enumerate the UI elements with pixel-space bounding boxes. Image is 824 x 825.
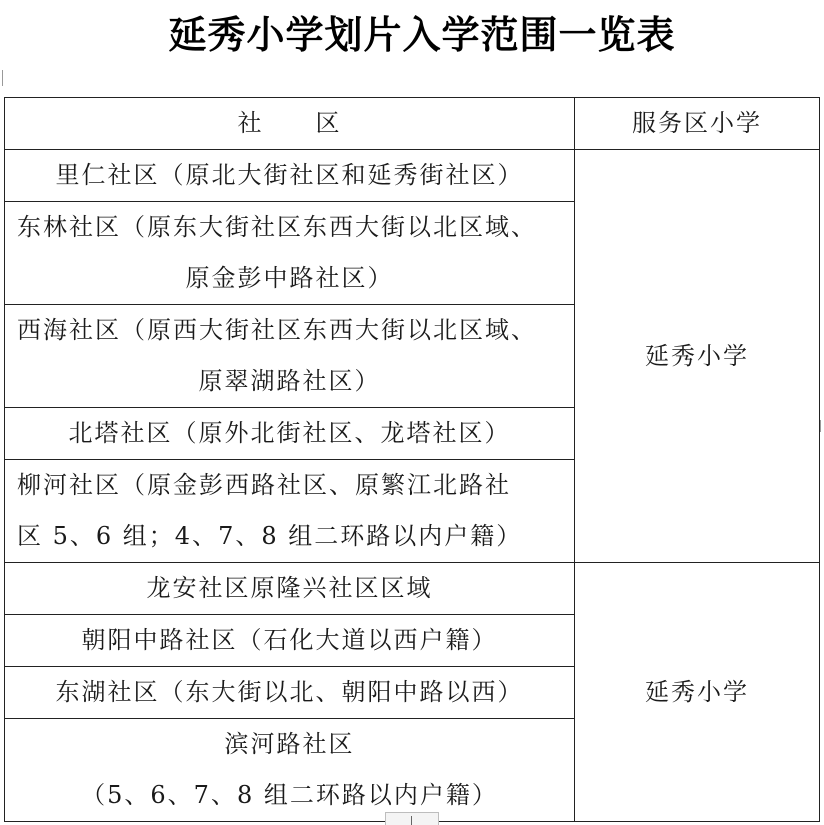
community-cell: [5, 408, 575, 460]
community-cell: [5, 460, 575, 563]
community-line: 东湖社区（东大街以北、朝阳中路以西）: [55, 678, 524, 706]
table-row: [5, 150, 820, 202]
community-cell: [5, 615, 575, 667]
community-cell: [5, 667, 575, 719]
community-line: 滨河路社区: [224, 730, 355, 758]
margin-mark-right: [820, 420, 821, 432]
margin-mark-left: [2, 70, 3, 86]
community-line: 北塔社区（原外北街社区、龙塔社区）: [68, 419, 511, 447]
community-line: （5、6、7、8 组二环路以内户籍）: [81, 781, 498, 809]
community-line: 原翠湖路社区）: [198, 367, 381, 395]
community-line: 柳河社区（原金彭西路社区、原繁江北路社: [17, 471, 511, 499]
community-line: 东林社区（原东大街社区东西大街以北区域、: [17, 213, 537, 241]
community-cell: [5, 305, 575, 408]
header-community: 社 区: [5, 98, 575, 150]
community-line: 龙安社区原隆兴社区区域: [146, 574, 433, 602]
school-cell: 延秀小学: [575, 563, 820, 822]
page-tab-marker: [385, 812, 439, 825]
table-header-row: [5, 98, 820, 150]
community-line: 西海社区（原西大街社区东西大街以北区域、: [17, 316, 537, 344]
community-cell: [5, 150, 575, 202]
community-line: 里仁社区（原北大街社区和延秀街社区）: [55, 161, 524, 189]
community-cell: [5, 719, 575, 822]
community-line: 区 5、6 组；4、7、8 组二环路以内户籍）: [17, 522, 523, 550]
community-cell: [5, 202, 575, 305]
page-title: 延秀小学划片入学范围一览表: [168, 13, 676, 57]
enrollment-table: [4, 97, 820, 822]
school-cell: 延秀小学: [575, 150, 820, 563]
table-row: [5, 563, 820, 615]
community-cell: [5, 563, 575, 615]
community-line: 原金彭中路社区）: [185, 264, 394, 292]
community-line: 朝阳中路社区（石化大道以西户籍）: [81, 626, 498, 654]
header-school: 服务区小学: [575, 98, 820, 150]
